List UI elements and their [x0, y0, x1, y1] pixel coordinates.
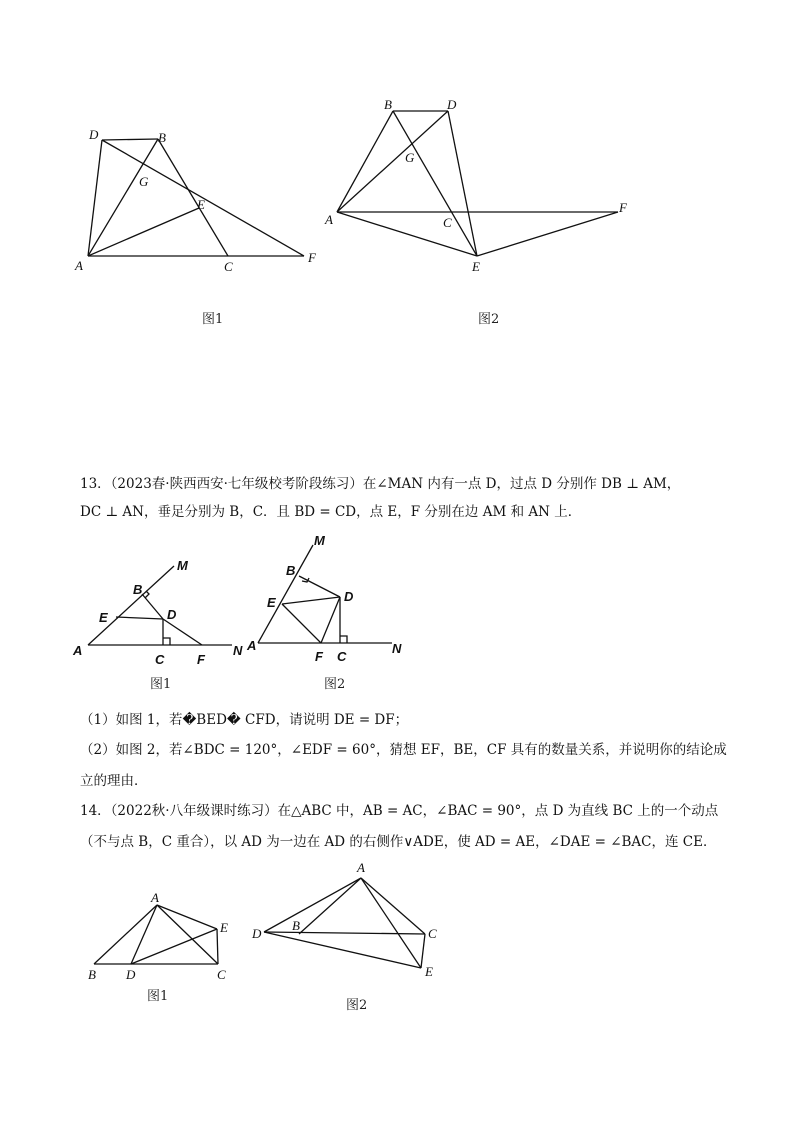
point-label-C: C: [217, 967, 226, 982]
q13-part-1: （1）如图 1，若�BED� CFD，请说明 DE = DF；: [80, 712, 409, 728]
point-label-M: M: [314, 533, 325, 548]
point-label-C: C: [337, 649, 347, 664]
point-label-E: E: [99, 610, 108, 625]
q13-figure-2-caption: 图2: [324, 677, 346, 692]
top-figure-2-caption: 图2: [478, 312, 500, 327]
point-label-D: D: [126, 967, 136, 982]
point-label-A: A: [151, 890, 159, 905]
point-label-B: B: [292, 918, 300, 933]
point-label-E: E: [220, 920, 228, 935]
point-label-A: A: [75, 258, 83, 273]
point-label-F: F: [197, 652, 205, 667]
point-label-C: C: [224, 259, 233, 274]
q14-figure-2-caption: 图2: [346, 998, 368, 1013]
point-label-D: D: [89, 127, 99, 142]
point-label-B: B: [133, 582, 143, 597]
point-label-F: F: [619, 200, 627, 215]
point-label-E: E: [425, 964, 433, 979]
point-label-C: C: [443, 215, 452, 230]
point-label-E: E: [197, 197, 205, 212]
q13-part-2-line-2: 立的理由．: [80, 773, 148, 789]
point-label-C: C: [428, 926, 437, 941]
q14-figure-1-caption: 图1: [147, 989, 169, 1004]
point-label-B: B: [88, 967, 96, 982]
q13-statement-line-1: 13．（2023春·陕西西安·七年级校考阶段练习）在∠MAN 内有一点 D，过点 D 分别作 DB ⊥ AM，: [80, 476, 681, 492]
q14-statement-line-1: 14．（2022秋·八年级课时练习）在△ABC 中，AB = AC，∠BAC = 90°，点 D 为直线 BC 上的一个动点: [80, 803, 719, 819]
point-label-G: G: [139, 174, 149, 189]
point-label-M: M: [177, 558, 188, 573]
point-label-N: N: [233, 643, 243, 658]
point-label-N: N: [392, 641, 402, 656]
point-label-B: B: [286, 563, 296, 578]
point-label-A: A: [357, 860, 365, 875]
q14-statement-line-2: （不与点 B，C 重合），以 AD 为一边在 AD 的右侧作∨ADE，使 AD = AE，∠DAE = ∠BAC，连 CE．: [80, 834, 717, 850]
point-label-D: D: [167, 607, 177, 622]
top-figure-1-caption: 图1: [202, 312, 224, 327]
point-label-C: C: [155, 652, 165, 667]
point-label-B: B: [384, 97, 392, 112]
point-label-G: G: [405, 150, 415, 165]
q13-figure-1-caption: 图1: [150, 677, 172, 692]
point-label-A: A: [73, 643, 83, 658]
point-label-D: D: [447, 97, 457, 112]
point-label-E: E: [472, 259, 480, 274]
q13-statement-line-2: DC ⊥ AN，垂足分别为 B，C．且 BD = CD，点 E，F 分别在边 AM 和 AN 上．: [80, 504, 582, 520]
point-label-A: A: [325, 212, 333, 227]
point-label-D: D: [252, 926, 262, 941]
point-label-B: B: [158, 130, 166, 145]
point-label-F: F: [308, 250, 316, 265]
point-label-D: D: [344, 589, 354, 604]
point-label-A: A: [247, 638, 257, 653]
point-label-F: F: [315, 649, 323, 664]
point-label-E: E: [267, 595, 276, 610]
q13-part-2-line-1: （2）如图 2，若∠BDC = 120°，∠EDF = 60°，猜想 EF，BE，CF 具有的数量关系，并说明你的结论成: [80, 742, 727, 758]
